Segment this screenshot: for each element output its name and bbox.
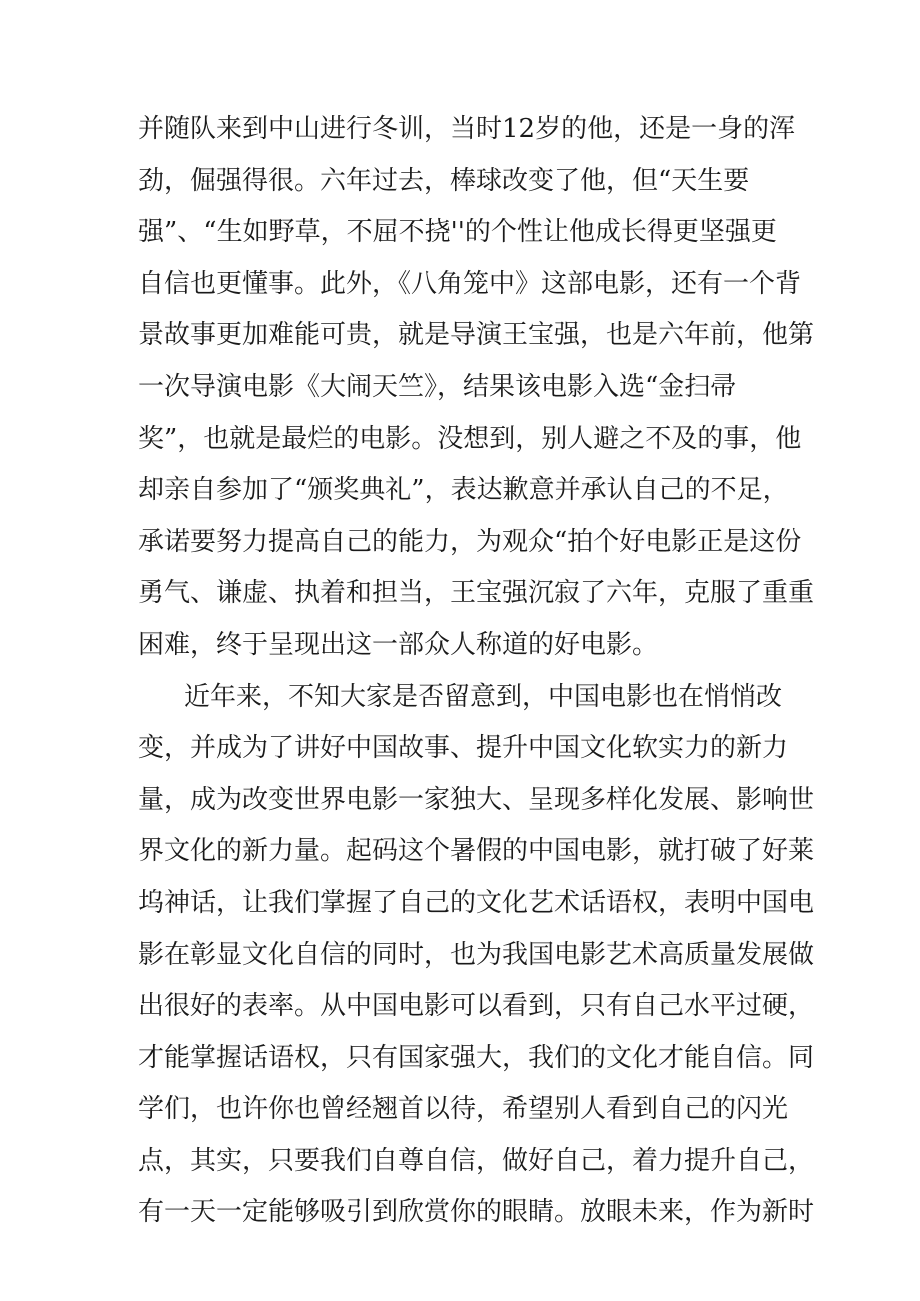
text-line: 坞神话，让我们掌握了自己的文化艺术话语权，表明中国电 bbox=[138, 887, 815, 918]
document-body bbox=[138, 104, 815, 1239]
text-line: 量，成为改变世界电影一家独大、呈现多样化发展、影响世 bbox=[138, 784, 815, 815]
text-line: 一次导演电影《大闹天竺》，结果该电影入选“金扫帚 bbox=[138, 371, 737, 402]
text-line: 界文化的新力量。起码这个暑假的中国电影，就打破了好莱 bbox=[138, 836, 815, 867]
text-line: 有一天一定能够吸引到欣赏你的眼睛。放眼未来，作为新时 bbox=[138, 1197, 815, 1228]
paragraph-start-line: 近年来，不知大家是否留意到，中国电影也在悄悄改 bbox=[184, 681, 783, 712]
text-line: 劲，倔强得很。六年过去，棒球改变了他，但“天生要 bbox=[138, 165, 750, 196]
text-line: 强”、“生如野草，不屈不挠''的个性让他成长得更坚强更 bbox=[138, 217, 777, 248]
text-line: 景故事更加难能可贵，就是导演王宝强，也是六年前，他第 bbox=[138, 320, 815, 351]
text-line: 却亲自参加了“颁奖典礼”，表达歉意并承认自己的不足， bbox=[138, 475, 789, 506]
text-line: 困难，终于呈现出这一部众人称道的好电影。 bbox=[138, 629, 659, 660]
text-line: 自信也更懂事。此外，《八角笼中》这部电影，还有一个背 bbox=[138, 268, 802, 299]
text-line: 出很好的表率。从中国电影可以看到，只有自己水平过硬， bbox=[138, 991, 815, 1022]
text-line: 才能掌握话语权，只有国家强大，我们的文化才能自信。同 bbox=[138, 1042, 815, 1073]
text-line: 承诺要努力提高自己的能力，为观众“拍个好电影正是这份 bbox=[138, 526, 802, 557]
text-line: 并随队来到中山进行冬训，当时12岁的他，还是一身的浑 bbox=[138, 114, 796, 144]
text-line: 点，其实，只要我们自尊自信，做好自己，着力提升自己， bbox=[138, 1145, 815, 1176]
text-line: 学们，也许你也曾经翘首以待，希望别人看到自己的闪光 bbox=[138, 1094, 789, 1125]
text-line: 奖”，也就是最烂的电影。没想到，别人避之不及的事，他 bbox=[138, 423, 802, 454]
text-line: 勇气、谦虚、执着和担当，王宝强沉寂了六年，克服了重重 bbox=[138, 578, 815, 609]
text-line: 影在彰显文化自信的同时，也为我国电影艺术高质量发展做 bbox=[138, 939, 815, 970]
text-line: 变，并成为了讲好中国故事、提升中国文化软实力的新力 bbox=[138, 733, 789, 764]
